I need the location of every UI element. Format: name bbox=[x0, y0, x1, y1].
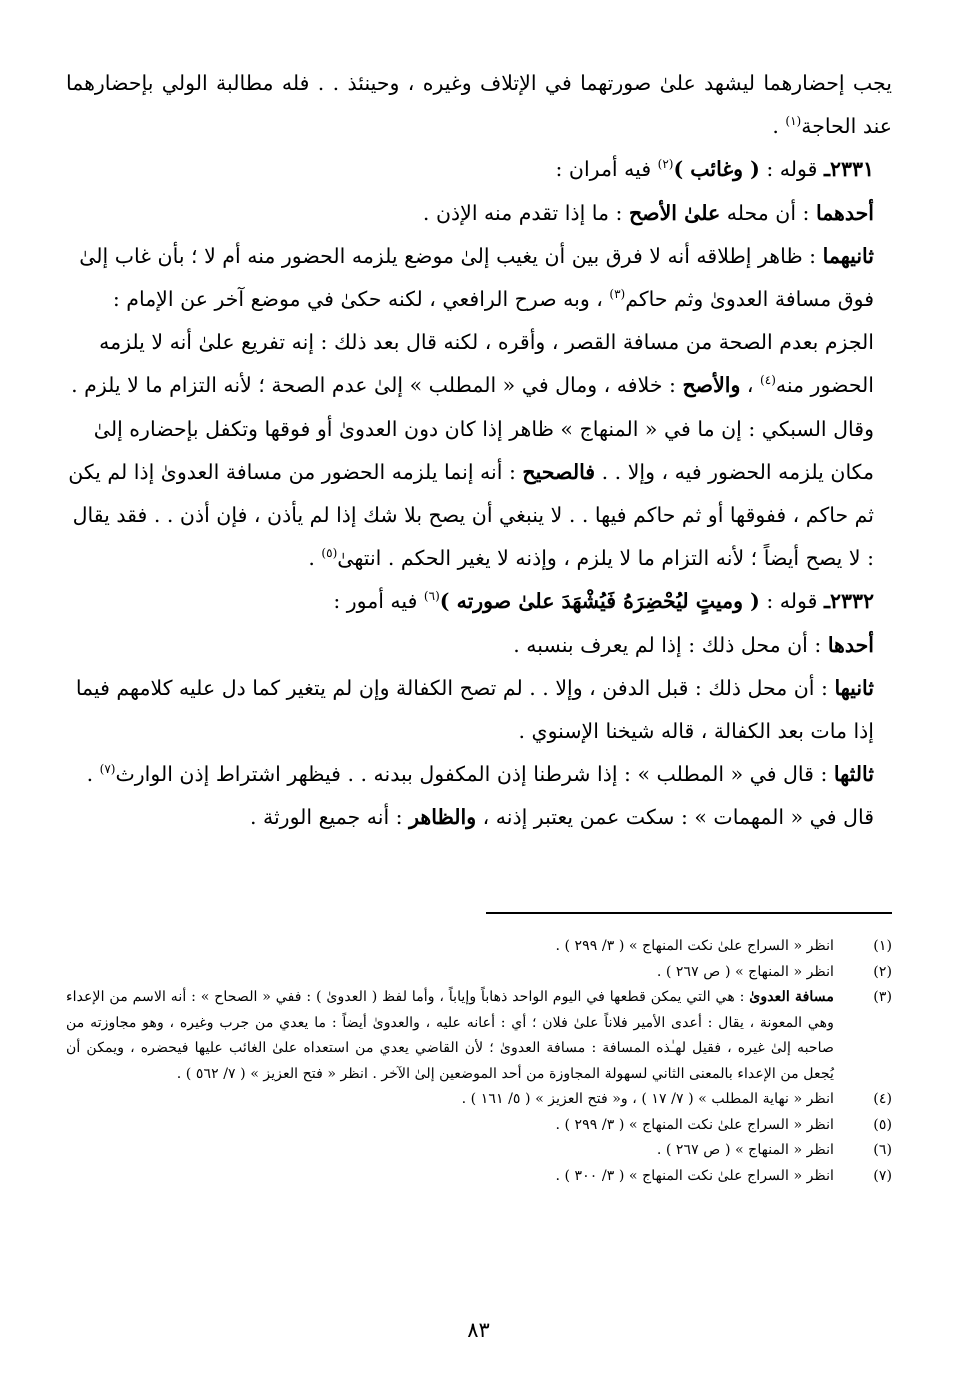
text-fragment: : أنه جميع الورثة . bbox=[249, 805, 410, 830]
text-fragment: . bbox=[308, 546, 322, 571]
footnote-text: انظر « السراج علىٰ نكت المنهاج » ( ٣/ ٣٠٠ ) . bbox=[555, 1167, 834, 1184]
paragraph-point-1 bbox=[66, 624, 892, 667]
footnote-text: انظر « السراج علىٰ نكت المنهاج » ( ٣/ ٢٩٩ ) . bbox=[555, 1116, 834, 1133]
footnote bbox=[66, 1164, 892, 1190]
footnote-ref[interactable]: (٤) bbox=[760, 373, 776, 388]
text-fragment: فيه أمران : bbox=[555, 157, 658, 182]
page-number: ٨٣ bbox=[467, 1318, 490, 1342]
text-fragment: قوله : bbox=[759, 157, 824, 182]
paragraph-point-4 bbox=[66, 796, 892, 839]
footnote bbox=[66, 1138, 892, 1164]
text-line: يجب إحضارهما ليشهد علىٰ صورتهما في الإتلاف وغيره ، وحينئذ . . فله مطالبة الولي بإحضارهما bbox=[66, 71, 892, 95]
footnote-ref[interactable]: (٧) bbox=[99, 762, 116, 777]
footnote-ref[interactable]: (٢) bbox=[657, 157, 674, 172]
footnote-ref[interactable]: (٥) bbox=[321, 546, 338, 561]
text-fragment: : خلافه ، ومال في « المطلب » إلىٰ عدم الصحة ؛ لأنه التزام ما لا يلزم . bbox=[71, 373, 683, 398]
text-fragment: ، وبه صرح الرافعي ، لكنه حكىٰ في موضع آخر عن الإمام : الجزم بعدم الصحة من مسافة القصر ، وأقره ، لكنه قال بعد ذلك : إنه تفريع علىٰ أنه لا يلزمه الحضور منه bbox=[99, 287, 874, 398]
text-fragment: وقال السبكي : إن ما في « المنهاج » ظاهر إذا كان دون العدوىٰ أو فوقها وتكفل بإحضاره إلىٰ مكان يلزمه الحضور فيه ، وإلا . . bbox=[93, 416, 874, 484]
text-fragment: قوله : bbox=[759, 589, 824, 614]
footnote bbox=[66, 985, 892, 1087]
text-fragment: : أن محل ذلك : إذا لم يعرف بنسبه . bbox=[513, 632, 828, 657]
point-heading: ثانيها bbox=[834, 675, 874, 700]
text-fragment: : أنه إنما يلزمه الحضور من مسافة العدوىٰ إذا لم يكن ثم حاكم ، ففوقها أو ثم حاكم فيها . . لا ينبغي أن يصح بلا شك إذا لم يأذن ، فإن أذن . . فقد يقال : لا يصح أيضاً ؛ لأنه التزام ما لا يلزم ، وإذنه لا يغير الحكم . انتهىٰ bbox=[68, 459, 874, 571]
text-line: عند الحاجة bbox=[801, 114, 892, 139]
text-fragment: قال في « المهمات » : سكت عمن يعتبر إذنه ، bbox=[476, 805, 874, 830]
footnote-number: (٣) bbox=[873, 989, 892, 1005]
footnote-text: انظر « نهاية المطلب » ( ٧/ ١٧ ) ، و« فتح العزيز » ( ٥/ ١٦١ ) . bbox=[461, 1091, 834, 1107]
section-2331-heading bbox=[66, 148, 892, 191]
quoted-term: ( وميتٍ ليُحْضِرَهُ فَيُشْهَدَ علىٰ صورته ) bbox=[439, 589, 760, 614]
paragraph-point-2 bbox=[66, 667, 892, 753]
footnote-ref[interactable]: (١) bbox=[785, 114, 802, 129]
paragraph-intro bbox=[66, 62, 892, 148]
point-heading: أحدهما bbox=[815, 200, 874, 225]
text-fragment: . bbox=[86, 762, 100, 787]
footnote-number: (١) bbox=[873, 938, 892, 954]
paragraph-subki bbox=[66, 408, 892, 581]
footnote-number: (٤) bbox=[873, 1091, 892, 1107]
point-heading: أحدها bbox=[827, 632, 874, 657]
footnote-number: (٧) bbox=[873, 1167, 892, 1184]
paragraph-second-matter bbox=[66, 235, 892, 408]
text-fragment: : هي التي يمكن قطعها في اليوم الواحد ذهاباً وإياباً ، وأما لفظ ( العدوىٰ ) : ففي « الصحاح » : أنه الاسم من الإعداء وهي المعونة ، يقال : أعدى الأمير فلاناً علىٰ فلان ؛ أي : أعانه عليه ، والعدوىٰ أيضاً : ما يعدي من جرب وغيره ، وهو مجاوزته من صاحبه إلىٰ غيره ، فقيل لهـٰذه المسافة : مسافة العدوىٰ ؛ لأن القاضي يعدي من استعداه علىٰ الغائب عليها فيحضره ، ويمكن أن يُجعل من الإعداء بالمعنى الثاني لسهولة المجاوزة من أحد الموضعين إلىٰ الآخر . انظر « فتح العزيز » ( ٧/ ٥٦٢ ) . bbox=[66, 989, 834, 1082]
section-number: ٢٣٣٢ـ bbox=[823, 589, 874, 614]
footnote-number: (٢) bbox=[873, 963, 892, 980]
point-heading: ثالثها bbox=[833, 762, 874, 787]
main-text bbox=[66, 62, 892, 840]
footnote bbox=[66, 960, 892, 986]
section-2332-heading bbox=[66, 580, 892, 623]
footnote-separator bbox=[486, 912, 892, 914]
footnote-ref[interactable]: (٦) bbox=[423, 589, 440, 604]
footnote-number: (٥) bbox=[873, 1116, 892, 1133]
footnote bbox=[66, 1113, 892, 1139]
footnote bbox=[66, 1087, 892, 1113]
point-heading: ثانيهما bbox=[822, 243, 874, 268]
paragraph-first-matter bbox=[66, 192, 892, 235]
text-fragment: : ظاهر إطلاقه أنه لا فرق بين أن يغيب إلىٰ موضع يلزمه الحضور منه أم لا ؛ بأن غاب إلىٰ فوق مسافة العدوىٰ وثم حاكم bbox=[79, 243, 874, 312]
text-fragment: : أن محله bbox=[720, 200, 816, 225]
quoted-term: ( وغائب ) bbox=[673, 157, 760, 182]
bold-term: علىٰ الأصح bbox=[628, 200, 721, 225]
footnote-number: (٦) bbox=[873, 1142, 892, 1158]
bold-term: والأصح bbox=[682, 373, 741, 398]
footnotes bbox=[66, 934, 892, 1189]
footnote-text: انظر « السراج علىٰ نكت المنهاج » ( ٣/ ٢٩٩ ) . bbox=[555, 938, 834, 954]
footnote-text: انظر « المنهاج » ( ص ٢٦٧ ) . bbox=[656, 1142, 834, 1158]
bold-term: والظاهر bbox=[409, 805, 477, 830]
footnote-ref[interactable]: (٣) bbox=[609, 287, 626, 302]
text-fragment: فيه أمور : bbox=[333, 589, 424, 614]
footnote-text: انظر « المنهاج » ( ص ٢٦٧ ) . bbox=[656, 963, 834, 980]
footnote-text bbox=[66, 985, 834, 1087]
text-fragment: : أن محل ذلك : قبل الدفن ، وإلا . . لم تصح الكفالة وإن لم يتغير كما دل عليه كلامهم فيما إذا مات بعد الكفالة ، قاله شيخنا الإسنوي . bbox=[75, 675, 874, 744]
bold-term: فالصحيح bbox=[522, 459, 596, 484]
footnote-term: مسافة العدوىٰ bbox=[749, 989, 835, 1005]
text-fragment: . bbox=[772, 114, 786, 139]
paragraph-point-3 bbox=[66, 753, 892, 796]
footnote bbox=[66, 934, 892, 960]
section-number: ٢٣٣١ـ bbox=[823, 157, 874, 182]
text-fragment: ، bbox=[740, 373, 761, 398]
text-fragment: : ما إذا تقدم منه الإذن . bbox=[422, 200, 629, 225]
text-fragment: : قال في « المطلب » : إذا شرطنا إذن المكفول ببدنه . . فيظهر اشتراط إذن الوارث bbox=[115, 762, 834, 787]
